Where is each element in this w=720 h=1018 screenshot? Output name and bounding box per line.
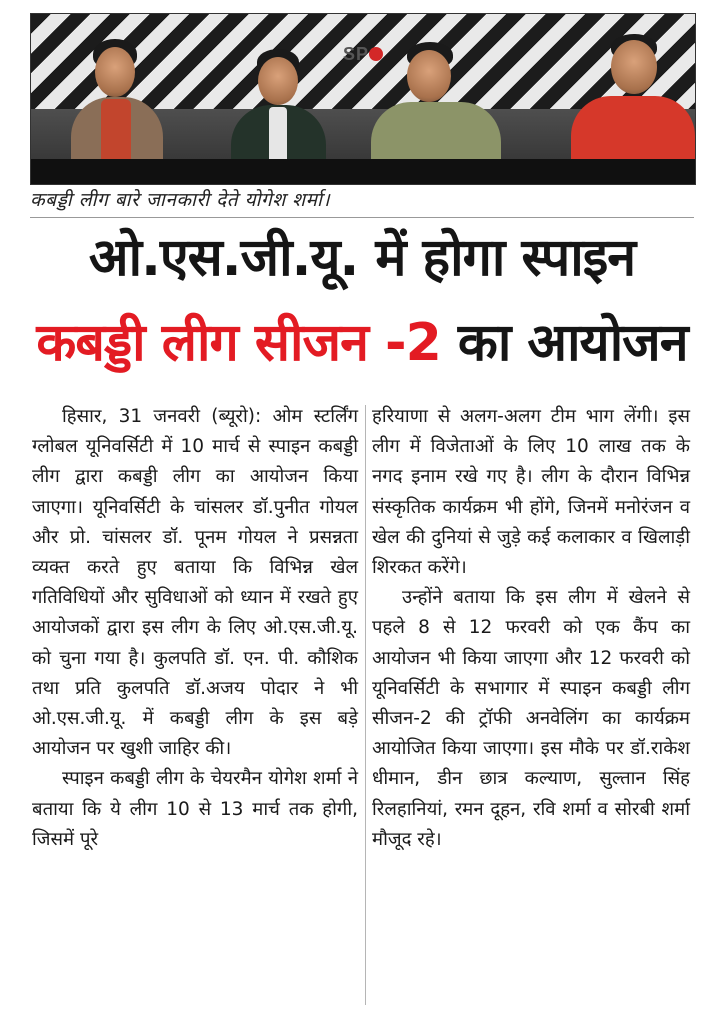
photo-caption: कबड्डी लीग बारे जानकारी देते योगेश शर्मा। [30, 189, 331, 211]
article-paragraph: हरियाणा से अलग-अलग टीम भाग लेंगी। इस लीग में विजेताओं के लिए 10 लाख तक के नगद इनाम रखे गए है। लीग के दौरान विभिन्न संस्कृतिक कार्यक्रम भी होंगे, जिनमें मनोरंजन व खेल की दुनियां से जुड़े कई कलाकार व खिलाड़ी शिरकत करेंगे। [372, 406, 690, 579]
headline-black-part: का आयोजन [440, 313, 688, 373]
article-column-left [32, 402, 358, 855]
table-edge [31, 159, 695, 184]
article-paragraph: उन्होंने बताया कि इस लीग में खेलने से पहले 8 से 12 फरवरी को एक कैंप का आयोजन भी किया जाएगा और 12 फरवरी को यूनिवर्सिटी के सभागार में स्पाइन कबड्डी लीग सीजन-2 की ट्रॉफी अनवेलिंग का कार्यक्रम आयोजित किया जाएगा। इस मौके पर डॉ.राकेश धीमान, डीन छात्र कल्याण, सुल्तान सिंह रिलहानियां, रमन दूहन, रवि शर्मा व सोरबी शर्मा मौजूद रहे। [372, 587, 690, 850]
headline-red-part: कबड्डी लीग सीजन -2 [36, 313, 441, 373]
column-divider [365, 405, 366, 1005]
headline-line-2 [30, 307, 694, 379]
news-photo [30, 13, 696, 185]
article-paragraph: स्पाइन कबड्डी लीग के चेयरमैन योगेश शर्मा ने बताया कि ये लीग 10 से 13 मार्च तक होगी, जिसमें पूरे [32, 768, 358, 850]
sponsor-logo: SP [343, 44, 413, 74]
headline-line-1: ओ.एस.जी.यू. में होगा स्पाइन [88, 228, 636, 288]
article-paragraph: हिसार, 31 जनवरी (ब्यूरो): ओम स्टर्लिंग ग्लोबल यूनिवर्सिटी में 10 मार्च से स्पाइन कबड्डी लीग द्वारा कबड्डी लीग का आयोजन किया जाएगा। यूनिवर्सिटी के चांसलर डॉ.पुनीत गोयल और प्रो. चांसलर डॉ. पूनम गोयल ने प्रसन्नता व्यक्त करते हुए बताया कि विभिन्न खेल गतिविधियों और सुविधाओं को ध्यान में रखते हुए आयोजकों द्वारा इस लीग के लिए ओ.एस.जी.यू. को चुना गया है। कुलपति डॉ. एन. पी. कौशिक तथा प्रति कुलपति डॉ.अजय पोदार ने भी ओ.एस.जी.यू. में कबड्डी लीग के इस बड़े आयोजन पर खुशी जाहिर की। [32, 406, 358, 760]
article-column-right [372, 402, 690, 855]
caption-rule [30, 217, 694, 218]
